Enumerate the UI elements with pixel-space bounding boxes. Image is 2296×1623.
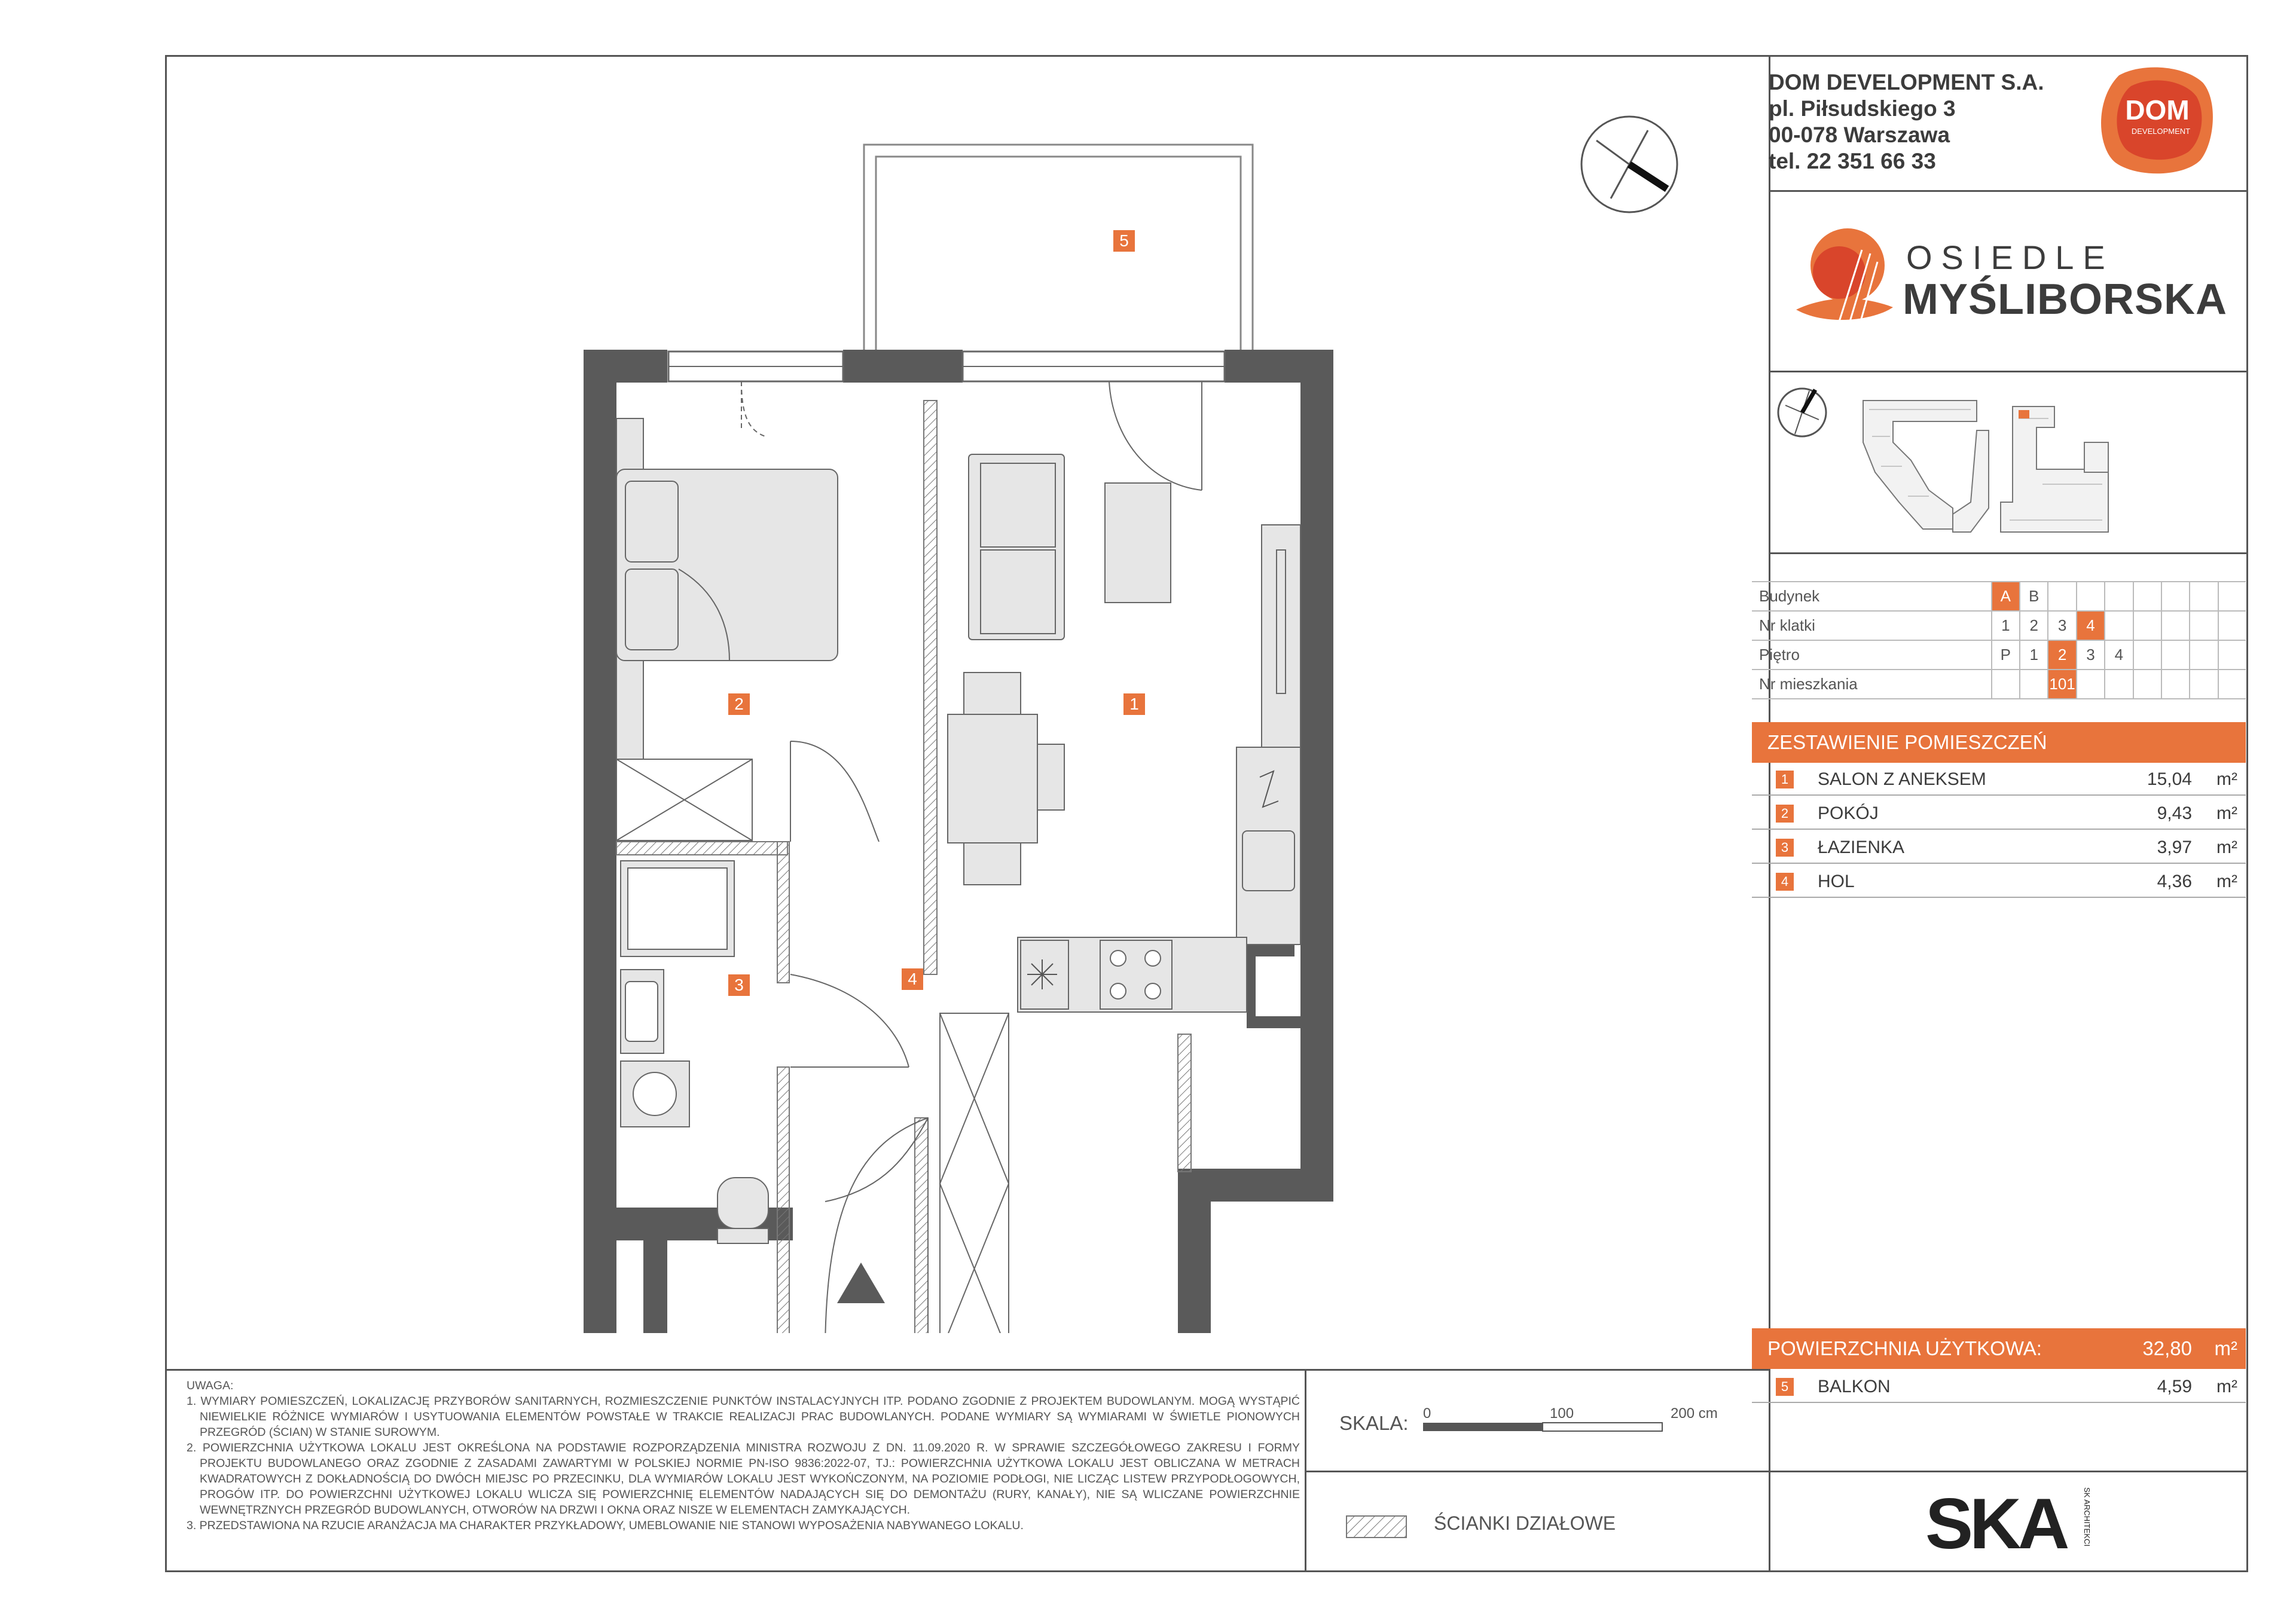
balcony-area — [864, 145, 1253, 353]
identification-cell — [2218, 611, 2246, 640]
identification-cell: A — [1992, 582, 2020, 611]
sheet-divider — [1769, 552, 2248, 554]
note-item-2: 2. POWIERZCHNIA UŻYTKOWA LOKALU JEST OKREŚLONA NA PODSTAWIE ROZPORZĄDZENIA MINISTRA ROZWOJU Z DN. 11.09.2020 R. W SPRAWIE SZCZEGÓŁOWEGO ZAKRESU I FORMY PROJEKTU BUDOWLANEGO ORAZ ZGODNIE Z ZASADAMI ZAWARTYMI W POLSKIEJ NORMIE PN-ISO 9836:2022-07, TJ.: POWIERZCHNIA UŻYTKOWA LOKALU JEST OBLICZANA W METRACH KWADRATOWYCH Z DOKŁADNOŚCIĄ DO DWÓCH MIEJSC PO PRZECINKU, DLA WYMIARÓW LOKALU JEST WYKOŃCZONYM, NA POZIOMIE PODŁOGI, NIE LICZĄC LISTEW PRZYPODŁOGOWYCH, PROGÓW ITP. DO POWIERZCHNI UŻYTKOWEJ LOKALU WLICZA SIĘ POWIERZCHNIĘ ELEMENTÓW NADAJĄCYCH SIĘ DO DEMONTAŻU (RURY, KANAŁY), NIE SĄ WLICZANE POWIERZCHNIE WEWNĘTRZNYCH PRZEGRÓD BUDOWLANYCH, OTWORÓW NA DRZWI I OKNA ORAZ NISZE W ELEMENTACH ZAMYKAJĄCYCH. — [187, 1441, 1300, 1517]
plan-label-room-4: 4 — [902, 968, 923, 990]
room-number: 1 — [1776, 771, 1794, 788]
ska-architekci-logo — [1925, 1481, 2105, 1565]
identification-cell: P — [1992, 640, 2020, 670]
room-name: HOL — [1818, 872, 1855, 891]
scale-label: SKALA: — [1339, 1412, 1409, 1434]
identification-cell — [2161, 582, 2190, 611]
company-street: pl. Piłsudskiego 3 — [1769, 96, 1956, 121]
usable-area-total — [1752, 1328, 2246, 1369]
identification-cell: 3 — [2077, 640, 2105, 670]
room-name: SALON Z ANEKSEM — [1818, 769, 1986, 789]
notes — [187, 1378, 1300, 1533]
door-swings — [790, 741, 928, 1333]
identification-row — [1752, 611, 2246, 640]
wardrobe — [616, 759, 752, 840]
osiedle-logo-icon — [1790, 220, 1898, 340]
identification-label: Budynek — [1752, 582, 1992, 611]
identification-cell — [2105, 670, 2133, 699]
room-row — [1752, 831, 2246, 864]
coffee-table — [1105, 483, 1171, 603]
room-area: 3,97 — [2157, 838, 2192, 857]
balcony-area: 4,59 — [2157, 1377, 2192, 1396]
identification-cell: 1 — [1992, 611, 2020, 640]
identification-cell: 2 — [2020, 611, 2048, 640]
identification-cell — [2105, 611, 2133, 640]
plan-label-room-2: 2 — [728, 693, 750, 715]
identification-cell: 4 — [2077, 611, 2105, 640]
identification-cell: 4 — [2105, 640, 2133, 670]
identification-cell — [2133, 582, 2161, 611]
identification-cell — [2190, 670, 2218, 699]
identification-cell — [2190, 640, 2218, 670]
room-name: ŁAZIENKA — [1818, 838, 1905, 857]
usable-area-unit: m² — [2214, 1337, 2237, 1359]
hall-cupboard — [940, 1013, 1009, 1333]
plan-label-room-5: 5 — [1113, 230, 1135, 252]
room-number: 3 — [1776, 839, 1794, 857]
identification-label: Nr mieszkania — [1752, 670, 1992, 699]
company-phone: tel. 22 351 66 33 — [1769, 149, 1936, 173]
notes-title: UWAGA: — [187, 1379, 234, 1392]
note-item-1: 1. WYMIARY POMIESZCZEŃ, LOKALIZACJĘ PRZYBORÓW SANITARNYCH, ROZMIESZCZENIE PUNKTÓW INSTALACYJNYCH ITP. PODANO ZGODNIE Z PROJEKTEM BUDOWLANYM. MOGĄ WYSTĄPIĆ NIEWIELKIE RÓŻNICE WYMIARÓW I USYTUOWANIA ELEMENTÓW POWSTAŁE W TRAKCIE REALIZACJI PRAC BUDOWLANYCH. PODANE WYMIARY SĄ WYMIARAMI W ŚWIETLE PIONOWYCH PRZEGRÓD (ŚCIAN) W STANIE SUROWYM. — [187, 1395, 1300, 1439]
identification-row — [1752, 582, 2246, 611]
identification-cell — [2161, 640, 2190, 670]
balcony-row — [1752, 1370, 2246, 1403]
room-number: 2 — [1776, 805, 1794, 823]
logo-text-dom: DOM — [2125, 94, 2190, 126]
room-number: 4 — [1776, 873, 1794, 891]
bed — [616, 418, 838, 807]
room-unit: m² — [2216, 872, 2237, 891]
company-city: 00-078 Warszawa — [1769, 123, 1950, 147]
scale-bar — [1423, 1404, 1734, 1439]
legend-label: ŚCIANKI DZIAŁOWE — [1434, 1512, 1616, 1534]
identification-cell — [2020, 670, 2048, 699]
floor-plan — [574, 137, 1363, 1333]
sheet-divider — [165, 1369, 1770, 1371]
identification-label: Nr klatki — [1752, 611, 1992, 640]
scale-tick-100: 100 — [1550, 1405, 1574, 1422]
identification-cell: 3 — [2048, 611, 2076, 640]
room-row — [1752, 797, 2246, 830]
balcony-number: 5 — [1776, 1378, 1794, 1396]
scale-tick-200: 200 cm — [1671, 1405, 1718, 1422]
identification-cell: 2 — [2048, 640, 2076, 670]
room-row — [1752, 865, 2246, 898]
company-name: DOM DEVELOPMENT S.A. — [1769, 70, 2044, 94]
sheet-divider — [1769, 1471, 2248, 1472]
ska-subtitle: SK ARCHITEKCI — [2083, 1487, 2092, 1546]
identification-cell — [1992, 670, 2020, 699]
usable-area-label: POWIERZCHNIA UŻYTKOWA: — [1767, 1337, 2042, 1359]
identification-cell — [2133, 640, 2161, 670]
balcony-name: BALKON — [1818, 1377, 1891, 1396]
balcony-unit: m² — [2216, 1377, 2237, 1396]
ska-mark: SKA — [1925, 1484, 2066, 1564]
estate-name-line1: OSIEDLE — [1906, 239, 2114, 276]
identification-cell — [2161, 670, 2190, 699]
sofa — [969, 454, 1064, 640]
identification-row — [1752, 670, 2246, 699]
plan-label-room-1: 1 — [1123, 693, 1145, 715]
identification-cell — [2190, 582, 2218, 611]
room-name: POKÓJ — [1818, 803, 1879, 823]
room-area: 15,04 — [2147, 769, 2192, 789]
north-arrow-icon — [1578, 114, 1680, 215]
identification-row — [1752, 640, 2246, 670]
room-row — [1752, 763, 2246, 796]
identification-cell — [2077, 582, 2105, 611]
room-unit: m² — [2216, 769, 2237, 789]
identification-cell — [2161, 611, 2190, 640]
room-unit: m² — [2216, 838, 2237, 857]
identification-cell — [2190, 611, 2218, 640]
dining-set — [948, 673, 1064, 885]
dom-development-logo — [2095, 65, 2217, 178]
identification-cell — [2077, 670, 2105, 699]
room-unit: m² — [2216, 803, 2237, 823]
company-address — [1769, 69, 2044, 175]
identification-cell — [2218, 582, 2246, 611]
identification-cell — [2133, 611, 2161, 640]
identification-cell — [2218, 640, 2246, 670]
identification-cell — [2048, 582, 2076, 611]
identification-cell: 101 — [2048, 670, 2076, 699]
plan-label-room-3: 3 — [728, 974, 750, 996]
identification-cell: 1 — [2020, 640, 2048, 670]
room-area: 9,43 — [2157, 803, 2192, 823]
note-item-3: 3. PRZEDSTAWIONA NA RZUCIE ARANŻACJA MA CHARAKTER PRZYKŁADOWY, UMEBLOWANIE NIE STANOWI WYPOSAŻENIA NABYWANEGO LOKALU. — [187, 1519, 1024, 1532]
unit-identification-table — [1752, 581, 2246, 699]
identification-label: Piętro — [1752, 640, 1992, 670]
sheet-divider — [1769, 371, 2248, 372]
identification-cell: B — [2020, 582, 2048, 611]
bathroom-fixtures — [621, 861, 768, 1243]
rooms-schedule-header: ZESTAWIENIE POMIESZCZEŃ — [1752, 722, 2246, 763]
usable-area-value: 32,80 — [2142, 1337, 2192, 1359]
entrance-arrow-icon — [837, 1263, 885, 1303]
hatch-legend-icon — [1345, 1515, 1407, 1539]
scale-tick-0: 0 — [1423, 1405, 1431, 1422]
identification-cell — [2105, 582, 2133, 611]
estate-name-line2: MYŚLIBORSKA — [1903, 276, 2228, 323]
identification-cell — [2133, 670, 2161, 699]
logo-text-development: DEVELOPMENT — [2131, 127, 2191, 136]
identification-cell — [2218, 670, 2246, 699]
sheet-divider — [1305, 1471, 1770, 1472]
room-area: 4,36 — [2157, 872, 2192, 891]
site-key-plan — [1773, 383, 2246, 544]
sheet-divider — [1769, 190, 2248, 192]
